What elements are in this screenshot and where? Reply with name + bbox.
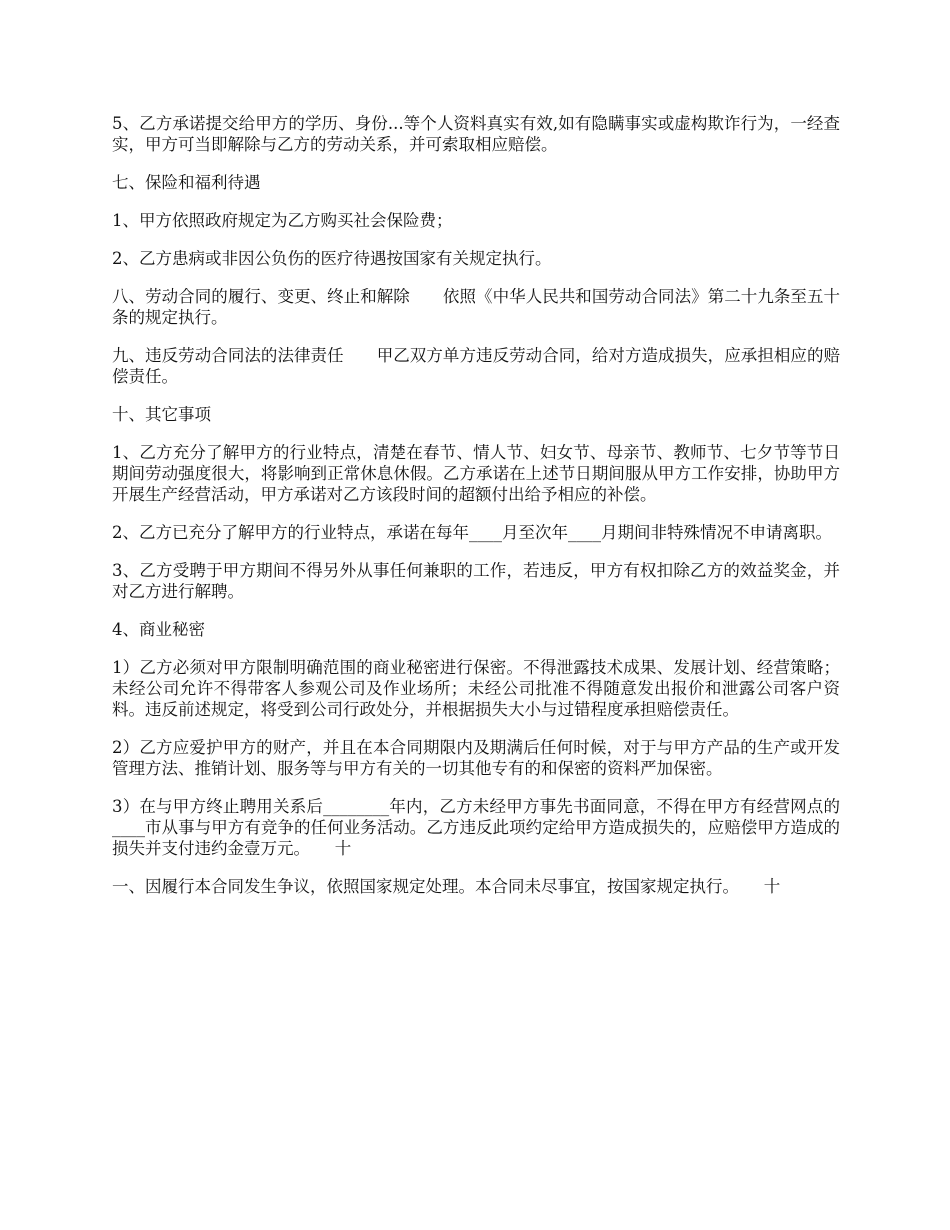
clause-secret-confidentiality: 1）乙方必须对甲方限制明确范围的商业秘密进行保密。不得泄露技术成果、发展计划、经营策略；未经公司允许不得带客人参观公司及作业场所；未经公司批准不得随意发出报价和泄露公司客户资料。违反前述规定，将受到公司行政处分，并根据损失大小与过错程度承担赔偿责任。 — [112, 658, 840, 719]
document-page — [112, 113, 840, 914]
clause-non-compete: 3）在与甲方终止聘用关系后________年内，乙方未经甲方事先书面同意，不得在甲方有经营网点的____市从事与甲方有竞争的任何业务活动。乙方违反此项约定给甲方造成损失的，应赔偿甲方造成的损失并支付违约金壹万元。 十 — [112, 797, 840, 858]
heading-insurance-welfare: 七、保险和福利待遇 — [112, 173, 261, 192]
clause-no-side-jobs: 3、乙方受聘于甲方期间不得另外从事任何兼职的工作，若违反，甲方有权扣除乙方的效益奖金，并对乙方进行解聘。 — [112, 561, 840, 601]
clause-medical-treatment: 2、乙方患病或非因公负伤的医疗待遇按国家有关规定执行。 — [112, 249, 552, 268]
heading-other-matters: 十、其它事项 — [112, 405, 211, 424]
clause-holiday-work: 1、乙方充分了解甲方的行业特点，清楚在春节、情人节、妇女节、母亲节、教师节、七夕节等节日期间劳动强度很大，将影响到正常休息休假。乙方承诺在上述节日期间服从甲方工作安排，协助甲方开展生产经营活动，甲方承诺对乙方该段时间的超额付出给予相应的补偿。 — [112, 443, 840, 504]
clause-social-insurance: 1、甲方依照政府规定为乙方购买社会保险费； — [112, 211, 453, 230]
clause-5-personal-info: 5、乙方承诺提交给甲方的学历、身份...等个人资料真实有效,如有隐瞒事实或虚构欺诈行为，一经查实，甲方可当即解除与乙方的劳动关系，并可索取相应赔偿。 — [112, 114, 840, 154]
clause-resignation-period: 2、乙方已充分了解甲方的行业特点，承诺在每年____月至次年____月期间非特殊情况不申请离职。 — [112, 523, 832, 542]
clause-property-protection: 2）乙方应爱护甲方的财产，并且在本合同期限内及期满后任何时候，对于与甲方产品的生产或开发管理方法、推销计划、服务等与甲方有关的一切其他专有的和保密的资料严加保密。 — [112, 738, 840, 778]
heading-trade-secrets: 4、商业秘密 — [112, 620, 205, 639]
section-contract-performance: 八、劳动合同的履行、变更、终止和解除 依照《中华人民共和国劳动合同法》第二十九条至五十条的规定执行。 — [112, 287, 840, 327]
clause-dispute-resolution: 一、因履行本合同发生争议，依照国家规定处理。本合同未尽事宜，按国家规定执行。 十 — [112, 877, 781, 896]
section-legal-liability: 九、违反劳动合同法的法律责任 甲乙双方单方违反劳动合同，给对方造成损失，应承担相应的赔偿责任。 — [112, 346, 840, 386]
